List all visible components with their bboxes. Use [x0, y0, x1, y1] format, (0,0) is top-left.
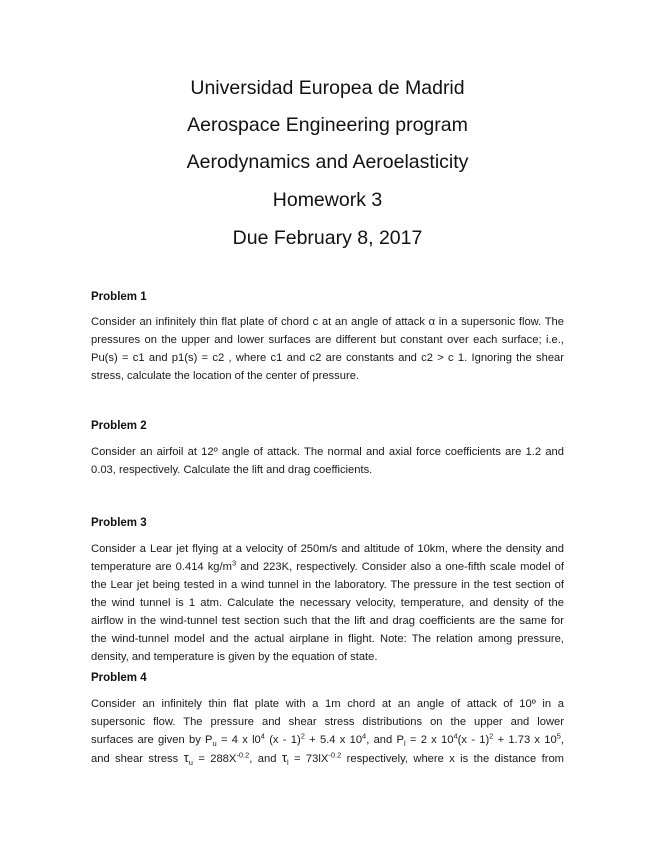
line3-seg-d: + 5.4 x 10: [304, 734, 363, 746]
problem-3-text: [91, 540, 564, 666]
due-date: Due February 8, 2017: [232, 227, 423, 249]
line4-sup-d: -0.2: [328, 750, 342, 760]
upper-pressure-subscript: u: [212, 739, 217, 749]
line4-seg-b: = 288X: [192, 753, 237, 765]
line3-seg-e: , and P: [366, 734, 404, 746]
problem-1-title: Problem 1: [91, 291, 147, 303]
lower-pressure-subscript: l: [403, 739, 406, 749]
line3-sup-f: 4: [453, 731, 458, 741]
assignment-title: Homework 3: [272, 189, 383, 211]
tau-lower-subscript: l: [286, 758, 289, 768]
line3-sup-g: 2: [489, 731, 494, 741]
problem-3-title: Problem 3: [91, 517, 147, 529]
line4-seg-e: respectively, where x is the distance from: [341, 753, 564, 765]
problem-2-text: Consider an airfoil at 12º angle of attack. The normal and axial force coefficients are 1.2 and 0.03, respectively. Calculate the lift and drag coefficients.: [91, 446, 564, 476]
line3-seg-f: = 2 x 10: [405, 734, 454, 746]
line3-sup-b: 4: [260, 731, 265, 741]
problem-4-title: Problem 4: [91, 672, 147, 684]
problem-3-text-part1: Consider a Lear jet flying at a velocity of 250m/s and altitude of 10km, where the density and temperature are 0.414 kg/m: [91, 543, 564, 573]
line4-seg-c: , and: [249, 753, 282, 765]
program-title: Aerospace Engineering program: [187, 114, 468, 136]
line4-seg-d: = 73lX: [288, 753, 329, 765]
line3-sup-d: 4: [362, 731, 367, 741]
course-title: Aerodynamics and Aeroelasticity: [186, 151, 469, 173]
problem-4-line-4: [91, 749, 564, 768]
line4-seg-a: and shear stress: [91, 753, 184, 765]
problem-4-line-2: supersonic flow. The pressure and shear stress distributions on the upper and lower: [91, 716, 564, 728]
line3-seg-c: (x - 1): [264, 734, 301, 746]
line3-seg-h: + 1.73 x 10: [493, 734, 557, 746]
tau-upper-symbol: τ: [183, 750, 189, 765]
line3-seg-b: = 4 x l0: [216, 734, 261, 746]
problem-3-density-exponent: 3: [231, 558, 237, 568]
line3-sup-c: 2: [300, 731, 305, 741]
problem-1-text: Consider an infinitely thin flat plate of chord c at an angle of attack α in a supersonic flow. The pressures on the upper and lower surfaces are different but constant over each surface; i.e., Pu(s) = c1 and p1(s) = c2 , where c1 and c2 are constants and c2 > c 1. Ignoring the shear stress, calculate the location of the center of pressure.: [91, 316, 564, 382]
problem-4-text: [91, 695, 564, 768]
tau-lower-symbol: τ: [281, 750, 287, 765]
problem-4-line-3: [91, 731, 564, 749]
problem-4-line-1: Consider an infinitely thin flat plate with a 1m chord at an angle of attack of 10º in a: [91, 698, 564, 710]
line3-sup-h: 5: [556, 731, 561, 741]
line4-sup-b: -0.2: [236, 750, 250, 760]
problem-2-title: Problem 2: [91, 420, 147, 432]
tau-upper-subscript: u: [188, 758, 193, 768]
line3-seg-g: (x - 1): [457, 734, 490, 746]
line3-seg-i: ,: [560, 734, 565, 746]
line3-seg-a: surfaces are given by P: [91, 734, 213, 746]
university-title: Universidad Europea de Madrid: [190, 77, 465, 99]
problem-3-text-part2: and 223K, respectively. Consider also a one-fifth scale model of the Lear jet being tested in a wind tunnel in the laboratory. The pressure in the test section of the wind tunnel is 1 atm. Calculate the necessary velocity, temperature, and density of the airflow in the wind-tunnel test section such that the lift and drag coefficients are the same for the wind-tunnel model and the actual airplane in flight. Note: The relation among pressure, density, and temperature is given by the equation of state.: [91, 561, 565, 663]
